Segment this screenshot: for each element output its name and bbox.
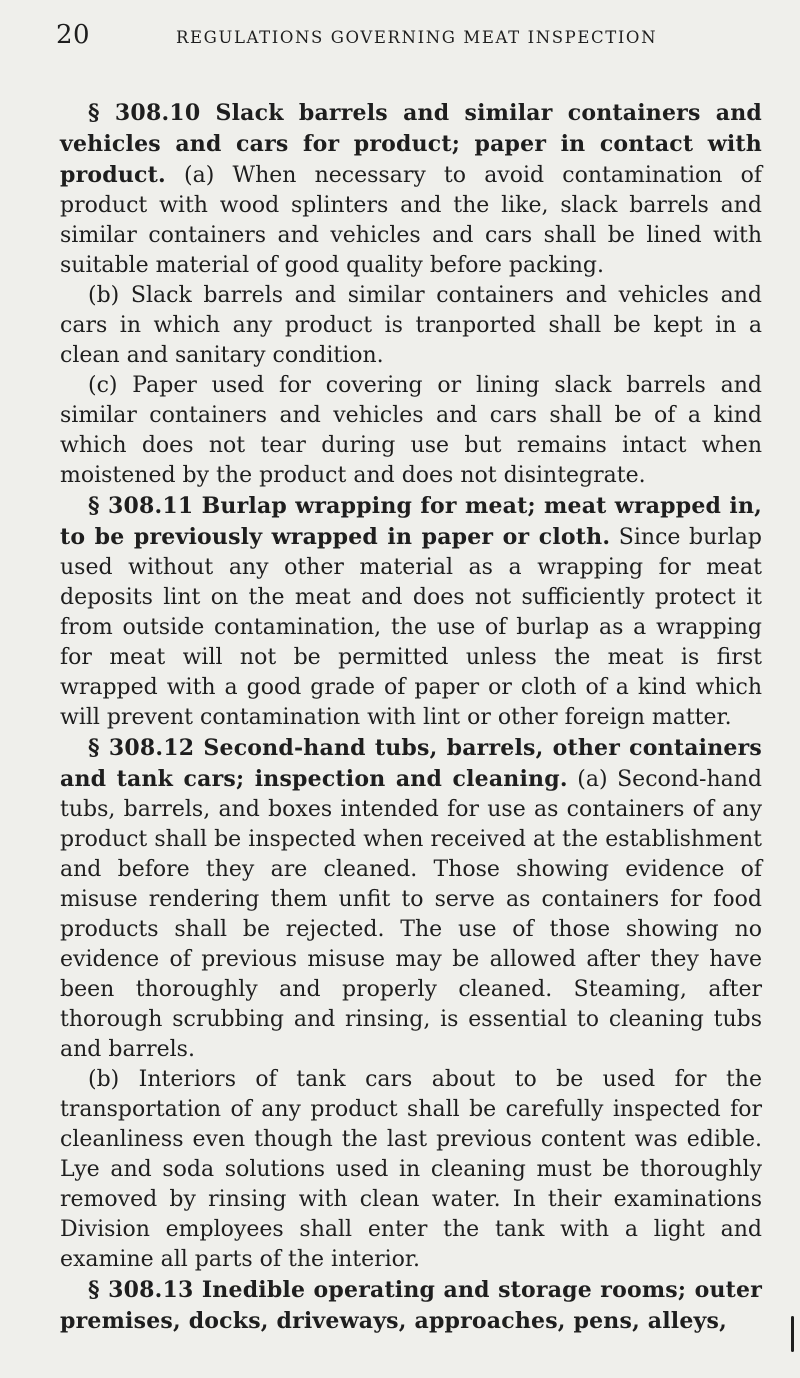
section-heading: § 308.11 Burlap wrapping for meat; meat wrapped in, to be previously wrapped in paper or cloth. bbox=[60, 493, 762, 550]
page-header bbox=[56, 20, 756, 56]
section-308-10-paragraph-b bbox=[60, 281, 762, 371]
paragraph-text: (a) Second-hand tubs, barrels, and boxes intended for use as containers of any product shall be inspected when received at the establishment and before they are cleaned. Those showing evidence of misuse rendering them unfit to serve as containers for food products shall be rejected. The use of those showing no evidence of previous misuse may be allowed after they have been thoroughly and properly cleaned. Steaming, after thorough scrubbing and rinsing, is essential to cleaning tubs and barrels. bbox=[60, 767, 762, 1062]
running-head-title: REGULATIONS GOVERNING MEAT INSPECTION bbox=[176, 28, 658, 47]
section-heading: § 308.10 Slack barrels and similar containers and vehicles and cars for product; paper in contact with product. bbox=[60, 100, 762, 188]
section-308-12-paragraph-b bbox=[60, 1065, 762, 1275]
section-heading: § 308.12 Second-hand tubs, barrels, other containers and tank cars; inspection and cleaning. bbox=[60, 735, 762, 792]
page-number: 20 bbox=[56, 20, 91, 50]
paragraph-text: (b) Slack barrels and similar containers and vehicles and cars in which any product is tranported shall be kept in a clean and sanitary condition. bbox=[60, 283, 762, 368]
section-308-11 bbox=[60, 491, 762, 733]
paragraph-text: (a) When necessary to avoid contamination of product with wood splinters and the like, slack barrels and similar containers and vehicles and cars shall be lined with suitable material of good quality before packing. bbox=[60, 163, 762, 278]
regulation-text bbox=[60, 98, 762, 1337]
section-heading: § 308.13 Inedible operating and storage rooms; outer premises, docks, driveways, approaches, pens, alleys, bbox=[60, 1277, 762, 1334]
paragraph-text: (c) Paper used for covering or lining slack barrels and similar containers and vehicles and cars shall be of a kind which does not tear during use but remains intact when moistened by the product and does not disintegrate. bbox=[60, 373, 762, 488]
section-308-10-paragraph-a bbox=[60, 98, 762, 281]
paragraph-text: (b) Interiors of tank cars about to be used for the transportation of any product shall be carefully inspected for cleanliness even though the last previous content was edible. Lye and soda solutions used in cleaning must be thoroughly removed by rinsing with clean water. In their examinations Division employees shall enter the tank with a light and examine all parts of the interior. bbox=[60, 1067, 762, 1272]
section-308-10-paragraph-c bbox=[60, 371, 762, 491]
paragraph-text: Since burlap used without any other material as a wrapping for meat deposits lint on the meat and does not sufficiently protect it from outside contamination, the use of burlap as a wrapping for meat will not be permitted unless the meat is first wrapped with a good grade of paper or cloth of a kind which will prevent contamination with lint or other foreign matter. bbox=[60, 525, 762, 730]
section-308-13 bbox=[60, 1275, 762, 1337]
page-edge-mark bbox=[791, 1316, 794, 1352]
section-308-12-paragraph-a bbox=[60, 733, 762, 1065]
